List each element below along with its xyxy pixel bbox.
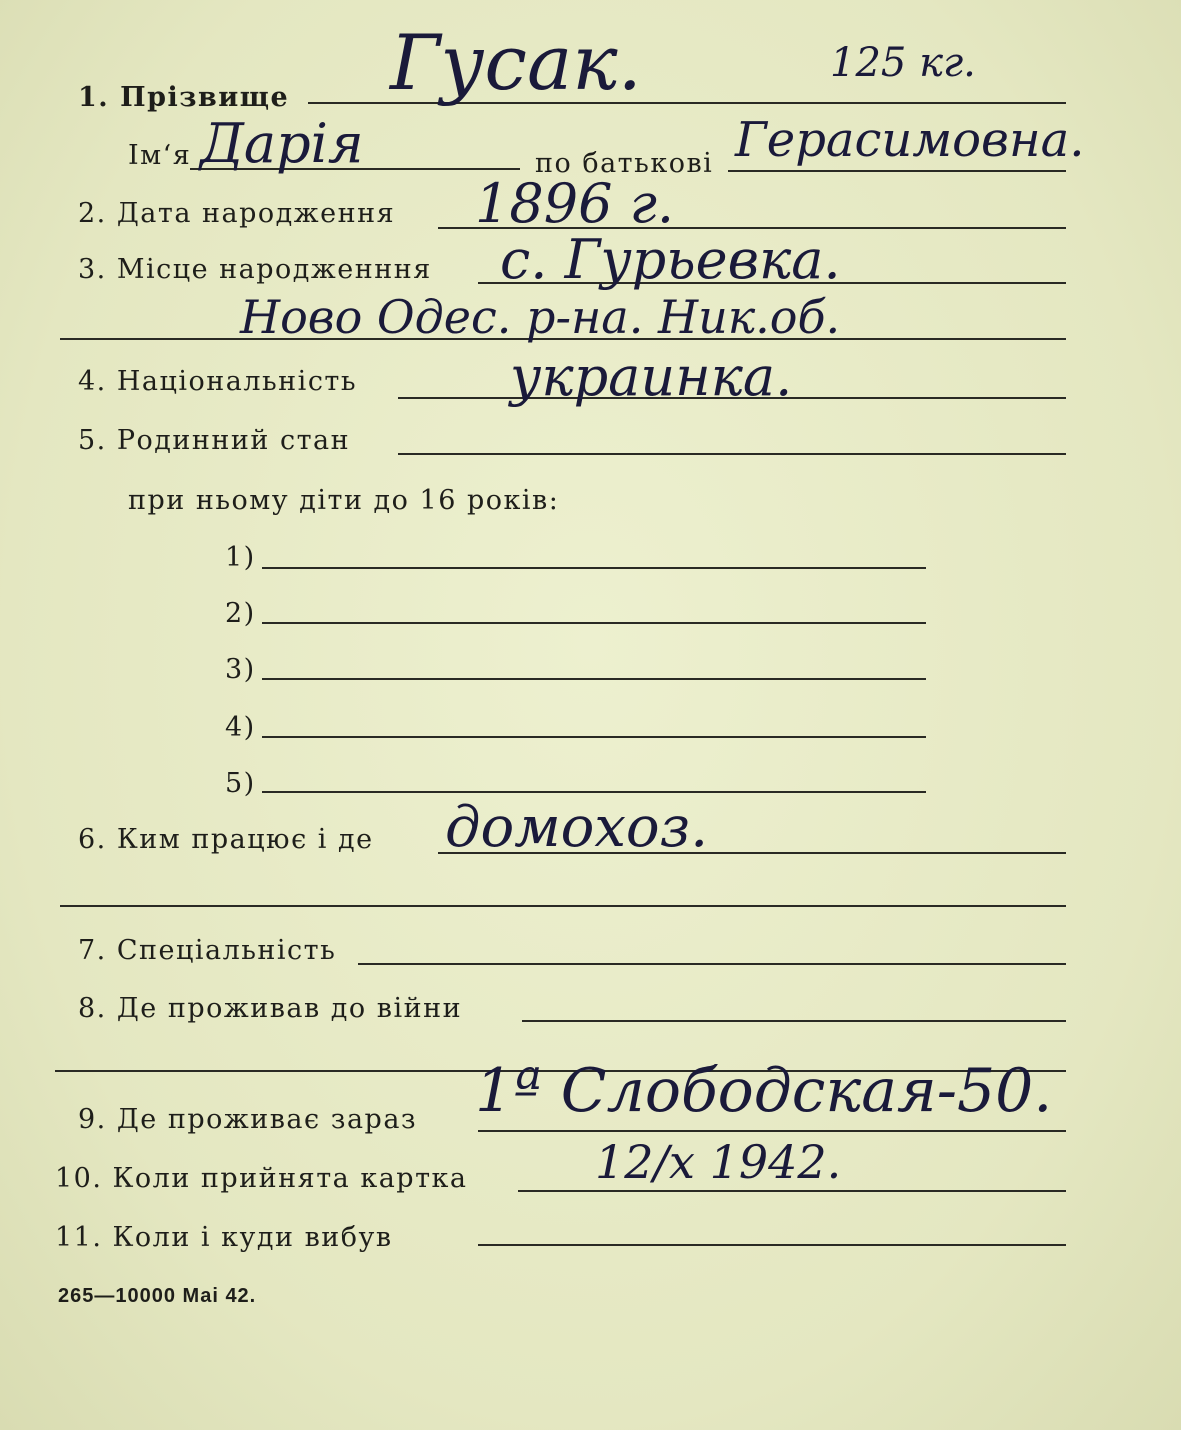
nationality-value: украинка. [510,345,793,408]
birth-date-label: 2. Дата народження [78,198,396,229]
prewar-residence-label: 8. Де проживав до війни [78,993,463,1024]
marital-status-label: 5. Родинний стан [78,425,351,456]
card-accepted-label: 10. Коли прийнята картка [55,1163,468,1194]
child-5-line [262,791,926,793]
children-label: при ньому діти до 16 років: [128,485,560,516]
work-line-2 [60,905,1066,907]
birth-place-value-2: Ново Одес. р-на. Ник.об. [240,290,841,344]
child-4-line [262,736,926,738]
nationality-label: 4. Національність [78,366,358,397]
birth-date-value: 1896 г. [475,172,675,235]
surname-label: 1. Прізвище [78,82,290,113]
name-value: Дарiя [200,112,364,175]
print-code: 265—10000 Mai 42. [58,1285,257,1307]
patronymic-label: по батькові [535,148,714,179]
prewar-residence-line [522,1020,1066,1022]
weight-note: 125 кг. [830,40,976,86]
name-label: Ім‘я [128,140,192,171]
child-4-number: 4) [225,712,256,743]
card-accepted-value: 12/х 1942. [595,1135,842,1189]
child-5-number: 5) [225,768,256,799]
current-residence-value: 1ª Слободская-50. [475,1056,1053,1126]
child-1-line [262,567,926,569]
specialty-line [358,963,1066,965]
current-residence-line [478,1130,1066,1132]
work-label: 6. Ким працює і де [78,824,374,855]
child-1-number: 1) [225,542,256,573]
patronymic-value: Герасимовна. [735,112,1085,168]
patronymic-line [728,170,1066,172]
marital-status-line [398,453,1066,455]
current-residence-label: 9. Де проживає зараз [78,1104,418,1135]
card-accepted-line [518,1190,1066,1192]
child-2-number: 2) [225,598,256,629]
child-3-number: 3) [225,654,256,685]
child-2-line [262,622,926,624]
surname-value: Гусак. [390,18,642,107]
specialty-label: 7. Спеціальність [78,935,337,966]
work-value: домохоз. [445,795,708,860]
departure-label: 11. Коли і куди вибув [55,1222,393,1253]
birth-place-value-1: с. Гурьевка. [500,228,841,291]
departure-line [478,1244,1066,1246]
birth-place-label: 3. Місце народженння [78,254,432,285]
child-3-line [262,678,926,680]
